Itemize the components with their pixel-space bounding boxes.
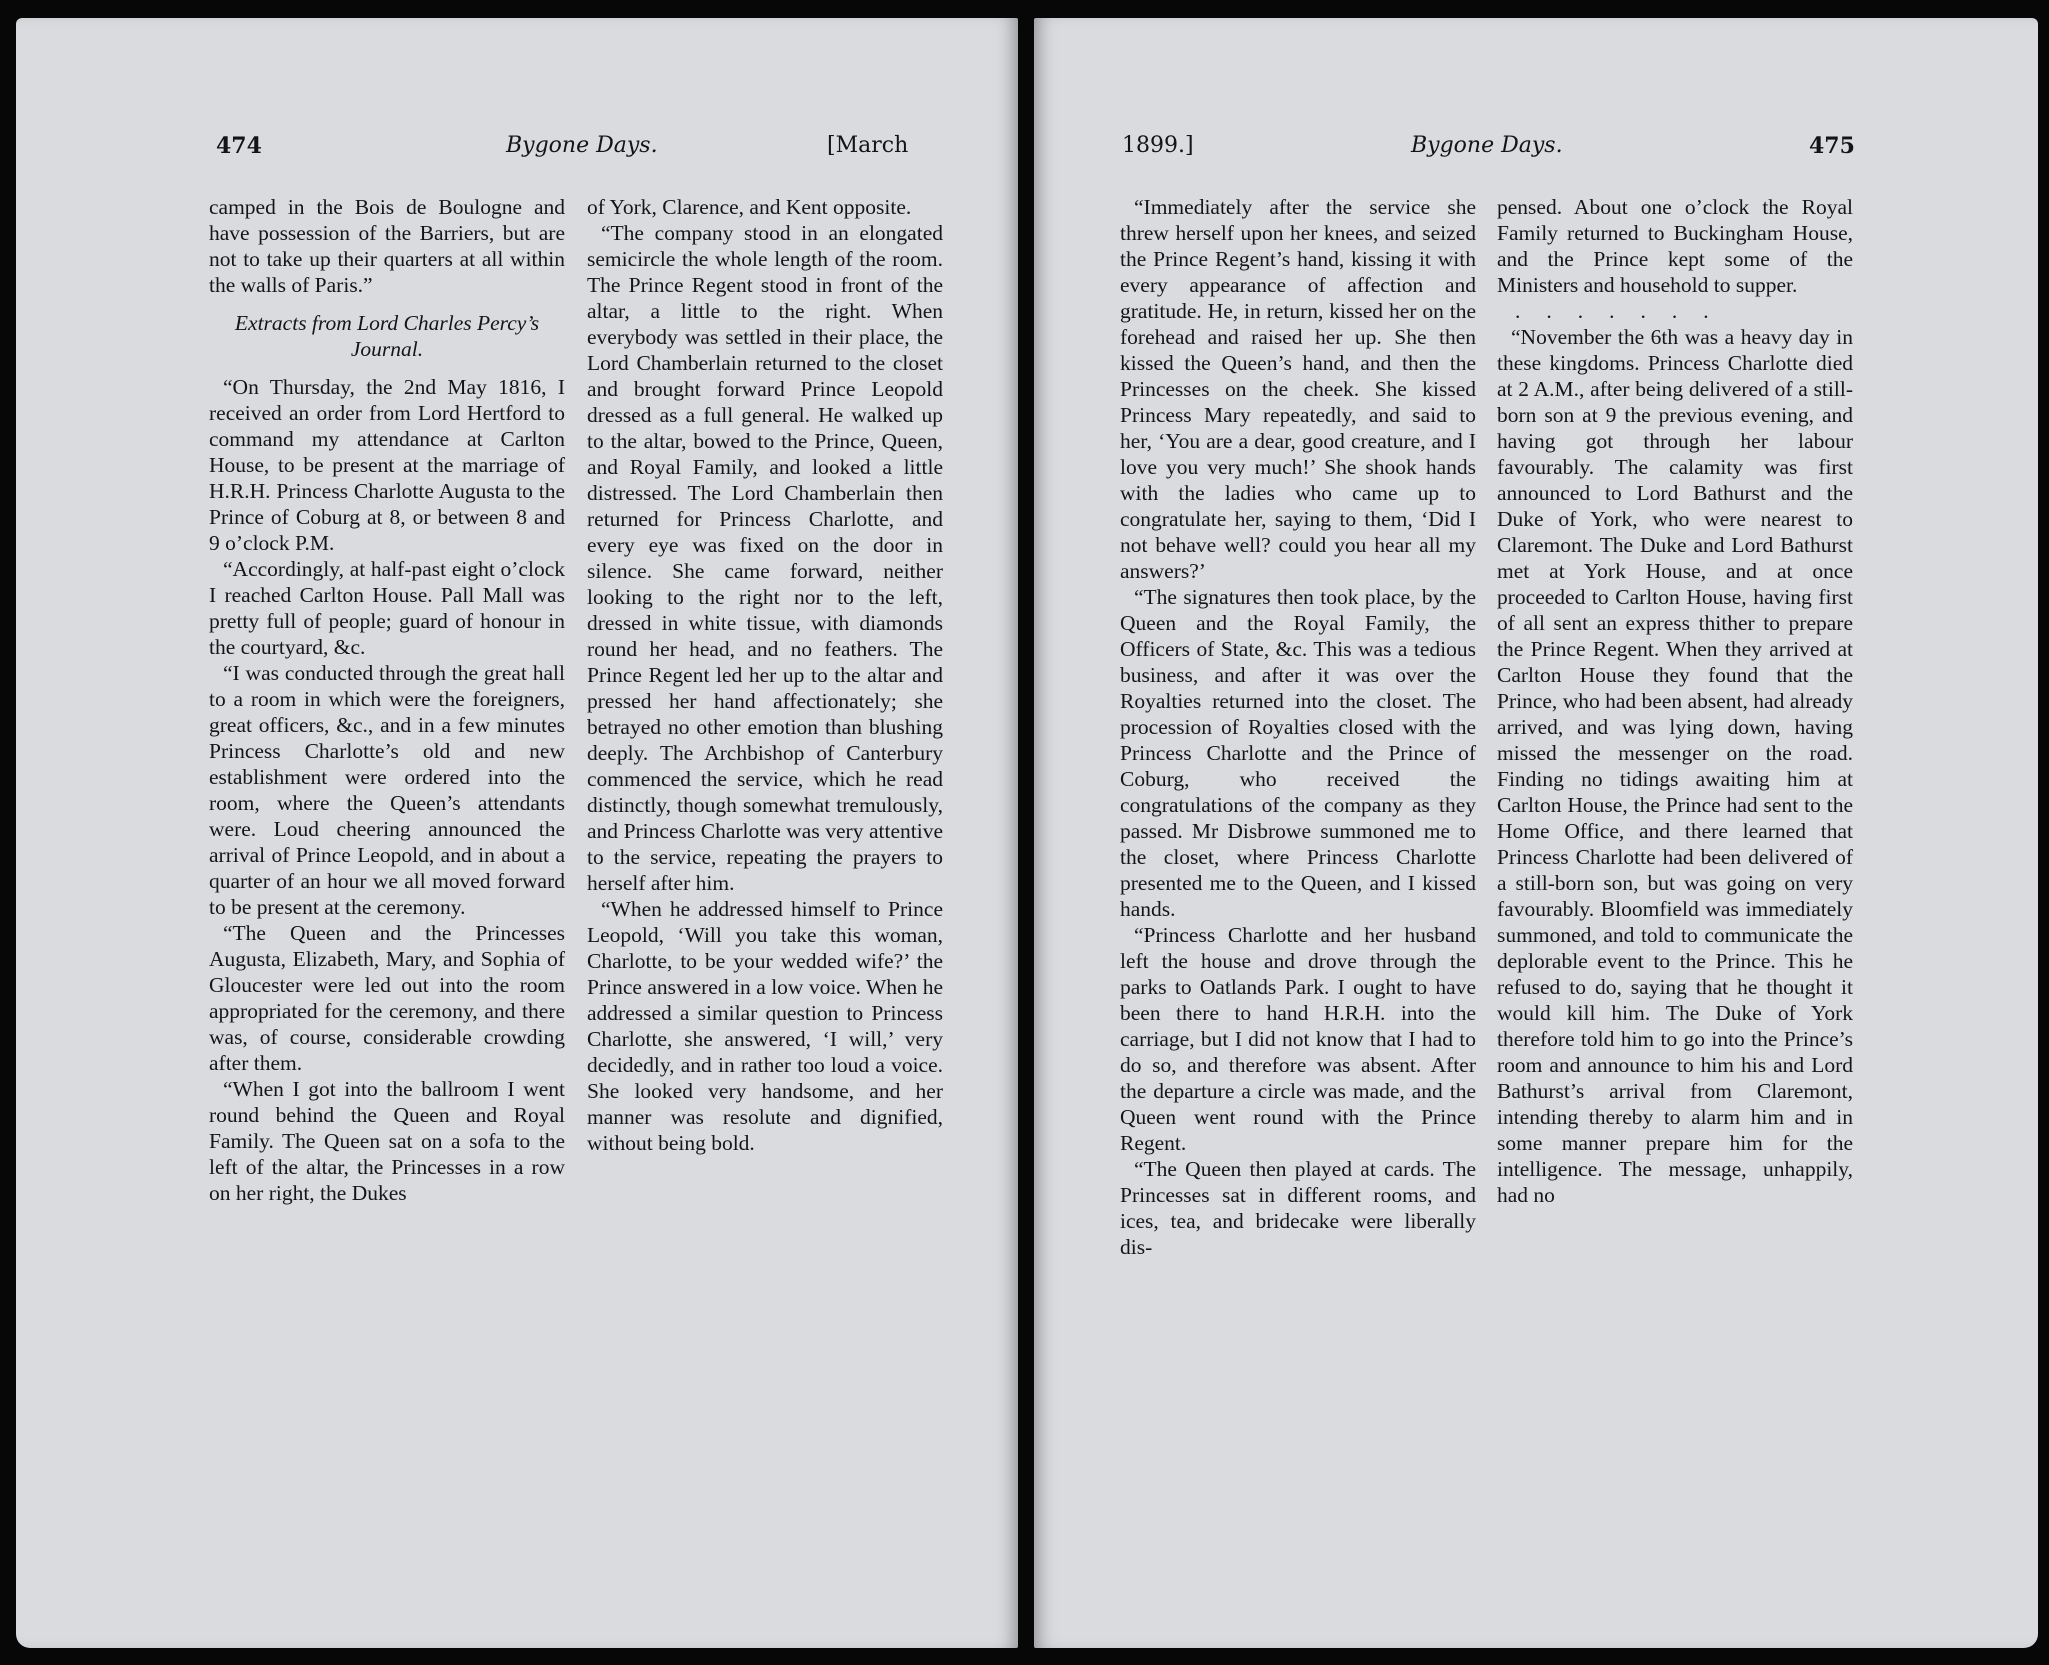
right-page-column-1 xyxy=(1120,194,1476,1260)
right-page xyxy=(1034,18,2038,1648)
paragraph: “November the 6th was a heavy day in these kingdoms. Princess Charlotte died at 2 A.M., after being delivered of a still-born son at 9 the previous evening, and having got through her labour favourably. The calamity was first announced to Lord Bathurst and the Duke of York, who were nearest to Claremont. The Duke and Lord Bathurst met at York House, and at once proceeded to Carlton House, having first of all sent an express thither to prepare the Prince Regent. When they arrived at Carlton House they found that the Prince, who had been absent, had already arrived, and was lying down, having missed the messenger on the road. Finding no tidings awaiting him at Carlton House, the Prince had sent to the Home Office, and there learned that Princess Charlotte had been delivered of a still-born son, but was going on very favourably. Bloomfield was immediately summoned, and told to communicate the deplorable event to the Prince. This he refused to do, saying that he thought it would kill him. The Duke of York therefore told him to go into the Prince’s room and announce to him his and Lord Bathurst’s arrival from Claremont, intending thereby to alarm him and in some manner prepare him for the intelligence. The message, unhappily, had no xyxy=(1497,325,1853,1207)
side-head-left: [March xyxy=(827,133,909,158)
paragraph: “Princess Charlotte and her husband left the house and drove through the parks to Oatlands Park. I ought to have been there to hand H.R.H. into the carriage, but I did not know that I had to do so, and therefore was absent. After the departure a circle was made, and the Queen went round with the Prince Regent. xyxy=(1120,923,1476,1155)
side-head-right: 1899.] xyxy=(1122,133,1194,158)
running-title-left: Bygone Days. xyxy=(506,133,658,158)
paragraph: “Accordingly, at half-past eight o’clock I reached Carlton House. Pall Mall was pretty full of people; guard of honour in the courtyard, &c. xyxy=(209,557,565,659)
ellipsis-separator: ....... xyxy=(1515,299,1735,323)
left-page-column-2 xyxy=(587,194,943,1156)
left-page xyxy=(16,18,1018,1648)
paragraph: “When he addressed himself to Prince Leopold, ‘Will you take this woman, Charlotte, to be your wedded wife?’ the Prince answered in a low voice. When he addressed a similar question to Princess Charlotte, she answered, ‘I will,’ very decidedly, and in rather too loud a voice. She looked very handsome, and her manner was resolute and dignified, without being bold. xyxy=(587,897,943,1155)
running-head-right xyxy=(1034,130,2038,162)
paragraph: “On Thursday, the 2nd May 1816, I received an order from Lord Hertford to command my attendance at Carlton House, to be present at the marriage of H.R.H. Princess Charlotte Augusta to the Prince of Coburg at 8, or between 8 and 9 o’clock P.M. xyxy=(209,375,565,555)
paragraph: of York, Clarence, and Kent opposite. xyxy=(587,195,912,219)
page-number-left: 474 xyxy=(216,133,262,159)
paragraph: “The company stood in an elongated semicircle the whole length of the room. The Prince Regent stood in front of the altar, a little to the right. When everybody was settled in their place, the Lord Chamberlain returned to the closet and brought forward Prince Leopold dressed as a full general. He walked up to the altar, bowed to the Prince, Queen, and Royal Family, and looked a little distressed. The Lord Chamberlain then returned for Princess Charlotte, and every eye was fixed on the door in silence. She came forward, neither looking to the right nor to the left, dressed in white tissue, with diamonds round her head, and no feathers. The Prince Regent led her up to the altar and pressed her hand affectionately; she betrayed no other emotion than blushing deeply. The Archbishop of Canterbury commenced the service, which he read distinctly, though somewhat tremulously, and Princess Charlotte was very attentive to the service, repeating the prayers to herself after him. xyxy=(587,221,943,895)
paragraph: “I was conducted through the great hall to a room in which were the foreigners, great officers, &c., and in a few minutes Princess Charlotte’s old and new establishment were ordered into the room, where the Queen’s attendants were. Loud cheering announced the arrival of Prince Leopold, and in about a quarter of an hour we all moved forward to be present at the ceremony. xyxy=(209,661,565,919)
left-page-column-1 xyxy=(209,194,565,1206)
paragraph: camped in the Bois de Boulogne and have possession of the Barriers, but are not to take up their quarters at all within the walls of Paris.” xyxy=(209,195,565,297)
paragraph: “The Queen then played at cards. The Princesses sat in different rooms, and ices, tea, and bridecake were liberally dis- xyxy=(1120,1157,1476,1259)
paragraph: “The Queen and the Princesses Augusta, Elizabeth, Mary, and Sophia of Gloucester were led out into the room appropriated for the ceremony, and there was, of course, considerable crowding after them. xyxy=(209,921,565,1075)
paragraph: “The signatures then took place, by the Queen and the Royal Family, the Officers of State, &c. This was a tedious business, and after it was over the Royalties returned into the closet. The procession of Royalties closed with the Princess Charlotte and the Prince of Coburg, who received the congratulations of the company as they passed. Mr Disbrowe summoned me to the closet, where Princess Charlotte presented me to the Queen, and I kissed hands. xyxy=(1120,585,1476,921)
section-heading: Extracts from Lord Charles Percy’s Journal. xyxy=(234,311,540,361)
running-head-left xyxy=(16,130,1018,162)
running-title-right: Bygone Days. xyxy=(1411,133,1563,158)
right-page-column-2 xyxy=(1497,194,1853,1208)
paragraph: pensed. About one o’clock the Royal Family returned to Buckingham House, and the Prince kept some of the Ministers and household to supper. xyxy=(1497,195,1853,297)
paragraph: “When I got into the ballroom I went round behind the Queen and Royal Family. The Queen sat on a sofa to the left of the altar, the Princesses in a row on her right, the Dukes xyxy=(209,1077,565,1205)
page-number-right: 475 xyxy=(1809,133,1855,159)
paragraph: “Immediately after the service she threw herself upon her knees, and seized the Prince Regent’s hand, kissing it with every appearance of affection and gratitude. He, in return, kissed her on the forehead and raised her up. She then kissed the Queen’s hand, and then the Princesses on the cheek. She kissed Princess Mary repeatedly, and said to her, ‘You are a dear, good creature, and I love you very much!’ She shook hands with the ladies who came up to congratulate her, saying to them, ‘Did I not behave well? could you hear all my answers?’ xyxy=(1120,195,1476,583)
